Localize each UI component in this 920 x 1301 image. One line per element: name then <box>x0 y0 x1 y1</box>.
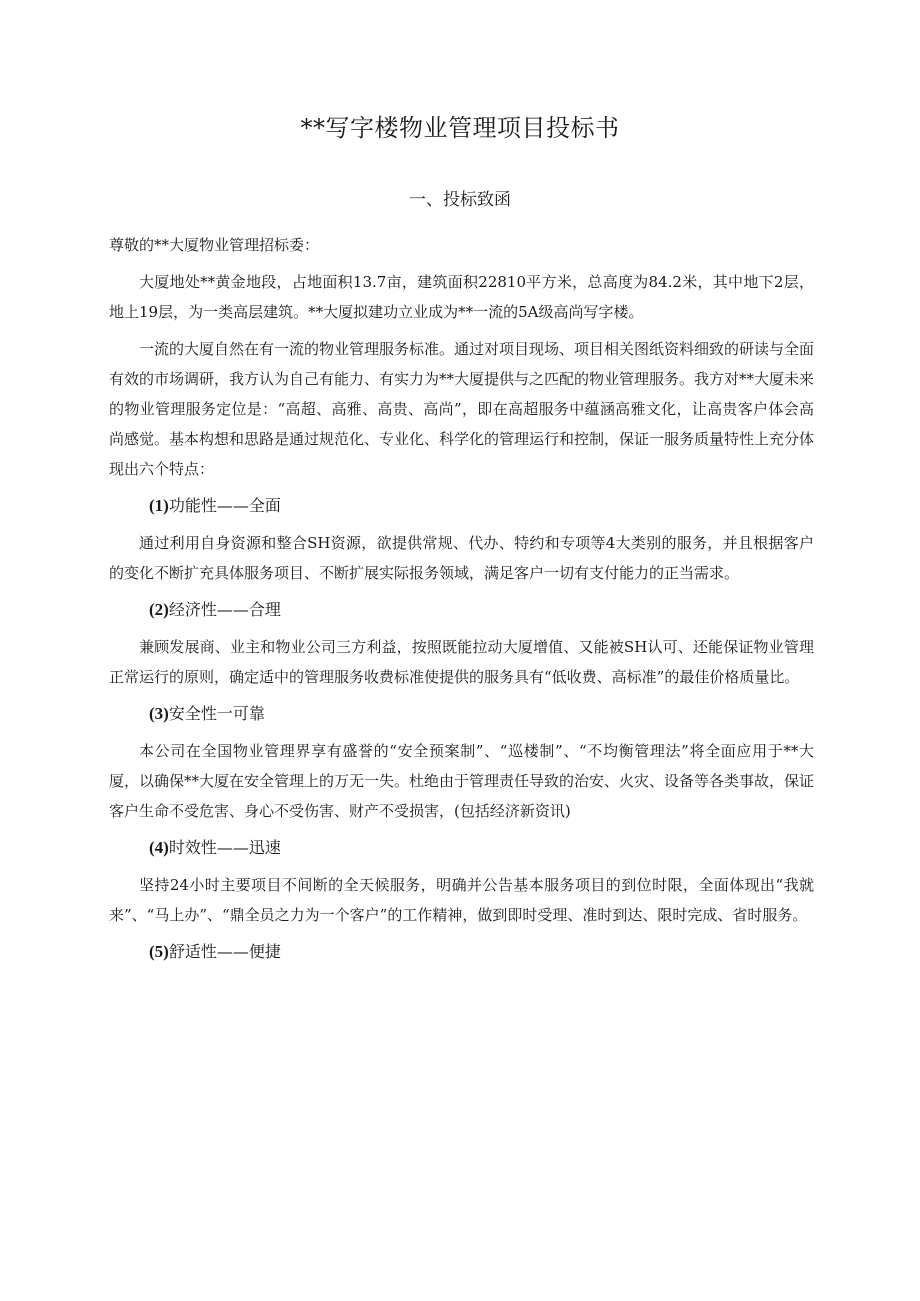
feature-paragraph: 兼顾发展商、业主和物业公司三方利益，按照既能拉动大厦增值、又能被SH认可、还能保证物业管理正常运行的原则，确定适中的管理服务收费标准使提供的服务具有“低收费、高标准”的最佳价格质量比。 <box>109 638 814 686</box>
feature-paragraph: 通过利用自身资源和整合SH资源，欲提供常规、代办、特约和专项等4大类别的服务，并且根据客户的变化不断扩充具体服务项目、不断扩展实际报务领域，满足客户一切有支付能力的正当需求。 <box>109 534 814 582</box>
feature-paragraph: 坚持24小时主要项目不间断的全天候服务，明确并公告基本服务项目的到位时限，全面体现出“我就来”、“马上办”、“鼎全员之力为一个客户”的工作精神，做到即时受理、准时到达、限时完成、省时服务。 <box>109 876 814 924</box>
document-title: **写字楼物业管理项目投标书 <box>300 114 620 142</box>
intro-paragraph: 一流的大厦自然在有一流的物业管理服务标准。通过对项目现场、项目相关图纸资料细致的研读与全面有效的市场调研，我方认为自己有能力、有实力为**大厦提供与之匹配的物业管理服务。我方对**大厦未来的物业管理服务定位是：“高超、高雅、高贵、高尚”，即在高超服务中蕴涵高雅文化，让高贵客户体会高尚感觉。基本构想和思路是通过规范化、专业化、科学化的管理运行和控制，保证一服务质量特性上充分体现出六个特点： <box>109 340 815 478</box>
feature-title: 舒适性——便捷 <box>168 942 281 961</box>
feature-number: (3) <box>149 704 169 723</box>
feature-title: 经济性——合理 <box>168 600 281 619</box>
feature-number: (4) <box>149 838 169 857</box>
feature-title: 时效性——迅速 <box>168 838 281 857</box>
feature-heading <box>109 833 814 863</box>
feature-number: (2) <box>149 600 169 619</box>
feature-title: 功能性——全面 <box>168 496 281 515</box>
feature-number: (1) <box>149 496 169 515</box>
feature-paragraph: 本公司在全国物业管理界享有盛誉的“安全预案制”、“巡楼制”、“不均衡管理法”将全面应用于**大厦，以确保**大厦在安全管理上的万无一失。杜绝由于管理责任导致的治安、火灾、设备等各类事故，保证客户生命不受危害、身心不受伤害、财产不受损害，(包括经济新资讯) <box>109 742 815 820</box>
intro-paragraph: 大厦地处**黄金地段，占地面积13.7亩，建筑面积22810平方米，总高度为84.2米，其中地下2层，地上19层，为一类高层建筑。**大厦拟建功立业成为**一流的5A级高尚写字楼。 <box>109 273 814 321</box>
feature-heading <box>109 937 814 967</box>
feature-heading <box>109 595 814 625</box>
salutation: 尊敬的**大厦物业管理招标委： <box>109 236 320 254</box>
feature-number: (5) <box>149 942 169 961</box>
document-body <box>109 230 814 974</box>
section-heading: 一、投标致函 <box>409 190 511 210</box>
feature-heading <box>109 699 814 729</box>
feature-title: 安全性一可靠 <box>168 704 265 723</box>
feature-heading <box>109 491 814 521</box>
